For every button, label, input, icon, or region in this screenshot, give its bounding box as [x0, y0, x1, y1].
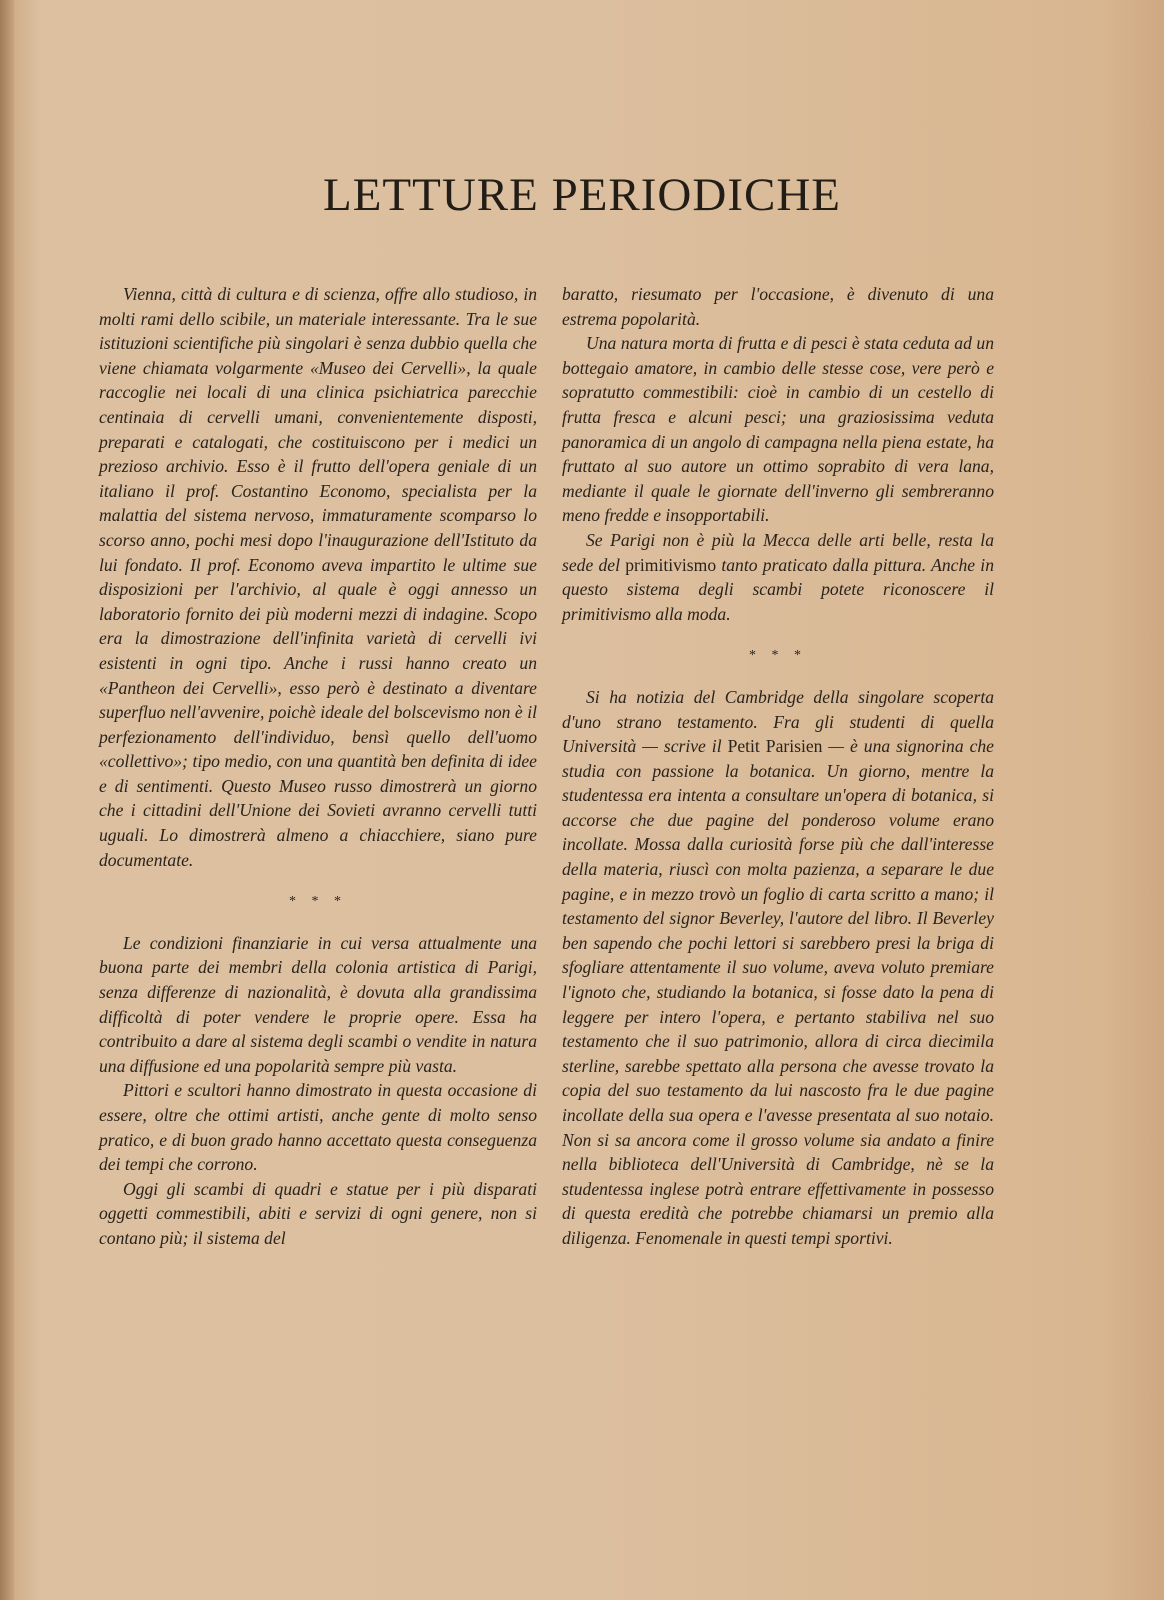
paragraph-barter-cont: baratto, riesumato per l'occasione, è divenuto di una estrema popolarità. — [562, 284, 994, 329]
right-column — [562, 282, 994, 1251]
text-run: tanto praticato dalla pittura. Anche in questo sistema degli scambi potete riconoscere il primitivismo alla moda. — [562, 554, 994, 624]
binding-edge — [0, 0, 14, 1600]
text-run: Se Parigi non è più la Mecca delle arti belle, resta la sede del — [562, 529, 994, 575]
newspaper-name: Petit Parisien — [727, 736, 823, 757]
paragraph-primitivism — [562, 528, 994, 626]
text-run: Si ha notizia del Cambridge della singolare scoperta d'uno strano testamento. Fra gli studenti di quella Università — scrive il — [562, 686, 994, 757]
paragraph-still-life: Una natura morta di frutta e di pesci è stata ceduta ad un bottegaio amatore, in cambio delle stesse cose, vere però e sopratutto commestibili: cioè in cambio di un cestello di frutta fresca e alcuni pesci; una graziosissima veduta panoramica di un angolo di campagna nella piena estate, ha fruttato al suo autore un ottimo soprabito di vera lana, mediante il quale le giornate dell'inverno gli sembreranno meno fredde e insopportabili. — [562, 333, 994, 526]
roman-word: primitivismo — [625, 554, 717, 575]
section-separator: * * * — [749, 648, 807, 664]
paragraph-paris-conditions: Le condizioni finanziarie in cui versa attualmente una buona parte dei membri della colonia artistica di Parigi, senza differenze di nazionalità, è dovuta alla grandissima difficoltà di poter vendere le proprie opere. Essa ha contribuito a dare al sistema degli scambi o vendite in natura una diffusione ed una popolarità sempre più vasta. — [99, 932, 537, 1076]
left-column — [99, 282, 537, 1251]
section-separator: * * * — [289, 894, 347, 910]
paragraph-vienna: Vienna, città di cultura e di scienza, offre allo studioso, in molti rami dello scibile, un materiale interessante. Tra le sue istituzioni scientifiche più singolari è senza dubbio quella che viene chiamata volgarmente «Museo dei Cervelli», la quale raccoglie nei locali di una clinica psichiatrica parecchie centinaia di cervelli umani, convenientemente disposti, preparati e catalogati, che costituiscono per i medici un prezioso archivio. Esso è il frutto dell'opera geniale di un italiano il prof. Costantino Economo, specialista per la malattia del sistema nervoso, immaturamente scomparso lo scorso anno, pochi mesi dopo l'inaugurazione dell'Istituto da lui fondato. Il prof. Economo aveva impartito le ultime sue disposizioni per l'archivio, al quale è oggi annesso un laboratorio fornito dei più moderni mezzi di indagine. Scopo era la dimostrazione dell'infinita varietà di cervelli ivi esistenti in ogni tipo. Anche i russi hanno creato un «Pantheon dei Cervelli», esso però è destinato a diventare superfluo nell'avvenire, poichè ideale del bolscevismo non è il perfezionamento dell'individuo, bensì quello dell'uomo «collettivo»; tipo medio, con una quantità ben definita di idee e di sentimenti. Questo Museo russo dimostrerà un giorno che i cittadini dell'Unione dei Sovieti avranno cervelli tutti uguali. Lo dimostrerà almeno a chiacchiere, siano pure documentate. — [99, 284, 537, 870]
page-title: LETTURE PERIODICHE — [323, 169, 841, 221]
paragraph-exchanges: Oggi gli scambi di quadri e statue per i più disparati oggetti commestibili, abiti e servizi di ogni genere, non si contano più; il sistema del — [99, 1178, 537, 1248]
text-run: — è una signorina che studia con passione la botanica. Un giorno, mentre la studentessa era intenta a consultare un'opera di botanica, si accorse che due pagine del ponderoso volume erano incollate. Mossa dalla curiosità forse più che dall'interesse della materia, riuscì con molta pazienza, a separare le due pagine, e in mezzo trovò un foglio di carta scritto a mano; il testamento del signor Beverley, l'autore del libro. Il Beverley ben sapendo che pochi lettori si sarebbero presi la briga di sfogliare attentamente il suo volume, aveva voluto premiare l'ignoto che, studiando la botanica, si fosse dato la pena di leggere per intero l'opera, e pertanto stabiliva nel suo testamento che il suo patrimonio, allora di circa diecimila sterline, sarebbe spettato alla persona che avesse trovato la copia del suo testamento da lui nascosto fra le due pagine incollate della sua opera e l'avesse presentata al suo notaio. Non si sa ancora come il grosso volume sia andato a finire nella biblioteca dell'Università di Cambridge, nè se la studentessa inglese potrà entrare effettivamente in possesso di questa eredità che potrebbe chiamarsi un premio alla diligenza. Fenomenale in questi tempi sportivi. — [562, 736, 994, 1248]
paragraph-cambridge — [562, 685, 994, 1251]
paragraph-painters: Pittori e scultori hanno dimostrato in questa occasione di essere, oltre che ottimi artisti, anche gente di molto senso pratico, e di buon grado hanno accettato questa conseguenza dei tempi che corrono. — [99, 1080, 537, 1175]
